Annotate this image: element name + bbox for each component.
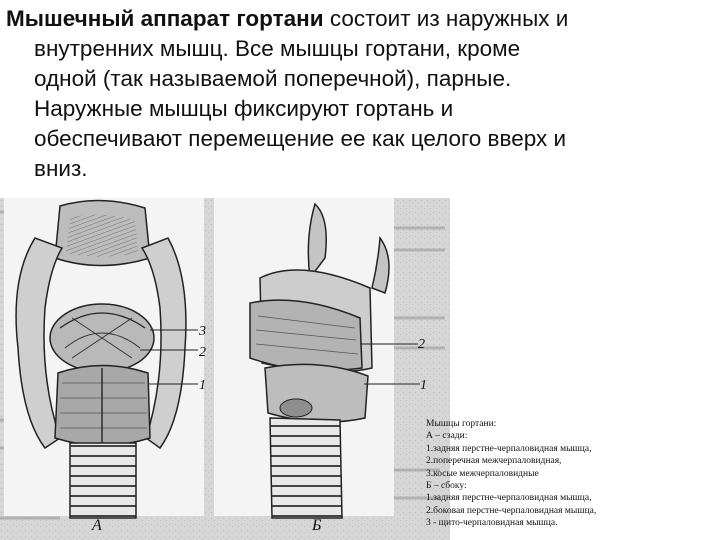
caption-line-a1: 1.задняя перстне-черпаловидная мышца,: [426, 443, 592, 454]
caption-title: Мышцы гортани:: [426, 419, 497, 429]
larynx-drawing: [0, 198, 450, 540]
caption-line-b-heading: Б – сбоку:: [426, 481, 467, 492]
panel-b-label: Б: [312, 517, 322, 534]
caption-line-a-heading: А – сзади:: [426, 431, 468, 442]
text-line-4: Наружные мышцы фиксируют гортань и: [34, 96, 454, 121]
panel-a-larynx-posterior: [4, 198, 204, 518]
text-line-3: одной (так называемой поперечной), парные.: [34, 66, 512, 91]
panel-b-number-2: 2: [418, 337, 425, 352]
panel-a-number-3: 3: [199, 324, 206, 339]
caption-line-b3: 3 - щито-черпаловидная мышца.: [426, 518, 558, 529]
caption-line-a2: 2.поперечная межчерпаловидная,: [426, 456, 562, 467]
text-line-5: обеспечивают перемещение ее как целого вверх и: [34, 126, 567, 151]
caption-line-a3: 3.косые межчерпаловидные: [426, 468, 539, 479]
larynx-muscles-illustration: [0, 198, 450, 540]
slide-body-text: [6, 4, 718, 184]
caption-line-b1: 1.задняя перстне-черпаловидная мышца,: [426, 493, 592, 504]
panel-a-number-1: 1: [199, 378, 206, 393]
slide-first-line: [6, 4, 718, 34]
panel-a-number-2: 2: [199, 345, 206, 360]
text-line-6: вниз.: [34, 156, 88, 181]
panel-b-number-1: 1: [420, 378, 427, 393]
heading-bold: Мышечный аппарат гортани: [6, 6, 324, 31]
heading-rest: состоит из наружных и: [323, 6, 569, 31]
figure-caption: [426, 418, 718, 530]
caption-line-b2: 2.боковая перстне-черпаловидная мышца,: [426, 505, 597, 516]
panel-a-label: А: [92, 517, 102, 534]
text-line-2: внутренних мышц. Все мышцы гортани, кроме: [34, 36, 521, 61]
panel-b-larynx-lateral: [214, 198, 420, 518]
